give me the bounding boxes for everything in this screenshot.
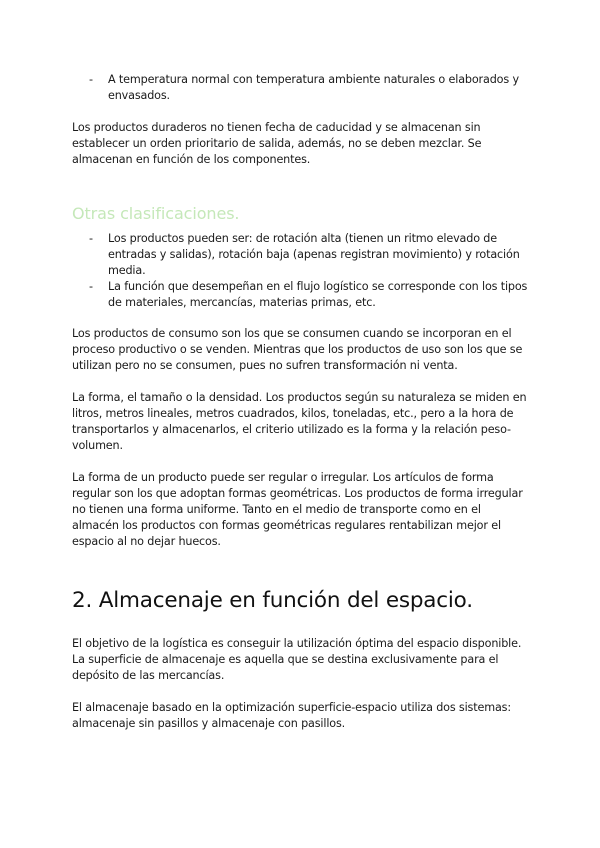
dash-bullet: - bbox=[89, 280, 93, 293]
dash-bullet: - bbox=[89, 232, 93, 245]
list-item bbox=[89, 231, 528, 279]
paragraph-durables: Los productos duraderos no tienen fecha de caducidad y se almacenan sin establecer un orden prioritario de salida, además, no se deben mezclar. Se almacenan en función de los componentes. bbox=[72, 121, 482, 166]
other-classifications-list bbox=[72, 231, 528, 311]
paragraph-shape-size: La forma, el tamaño o la densidad. Los productos según su naturaleza se miden en litros, metros lineales, metros cuadrados, kilos, toneladas, etc., pero a la hora de transportarlos y almacenarlos, el criterio utilizado es la forma y la relación peso-volumen. bbox=[72, 391, 527, 452]
dash-bullet: - bbox=[89, 73, 93, 86]
subheading-other-classifications: Otras clasificaciones. bbox=[72, 204, 240, 223]
list-item-text: La función que desempeñan en el flujo logístico se corresponde con los tipos de materiales, mercancías, materias primas, etc. bbox=[108, 280, 528, 309]
paragraph-consumption: Los productos de consumo son los que se consumen cuando se incorporan en el proceso productivo o se venden. Mientras que los productos de uso son los que se utilizan pero no se consumen, pues no sufren transformación ni venta. bbox=[72, 327, 523, 372]
list-item bbox=[89, 279, 528, 311]
paragraph-objective: El objetivo de la logística es conseguir la utilización óptima del espacio disponible. La superficie de almacenaje es aquella que se destina exclusivamente para el depósito de las mercancías. bbox=[72, 637, 522, 682]
section-heading-storage: 2. Almacenaje en función del espacio. bbox=[72, 588, 473, 613]
paragraph-systems: El almacenaje basado en la optimización superficie-espacio utiliza dos sistemas: almacenaje sin pasillos y almacenaje con pasillos. bbox=[72, 701, 511, 730]
paragraph-regular-irregular: La forma de un producto puede ser regular o irregular. Los artículos de forma regular son los que adoptan formas geométricas. Los productos de forma irregular no tienen una forma uniforme. Tanto en el medio de transporte como en el almacén los productos con formas geométricas regulares rentabilizan mejor el espacio al no dejar huecos. bbox=[72, 471, 523, 548]
list-item bbox=[89, 72, 528, 104]
list-item-text: A temperatura normal con temperatura ambiente naturales o elaborados y envasados. bbox=[108, 73, 519, 102]
top-bullet-list bbox=[72, 72, 528, 104]
list-item-text: Los productos pueden ser: de rotación alta (tienen un ritmo elevado de entradas y salidas), rotación baja (apenas registran movimiento) y rotación media. bbox=[108, 232, 520, 277]
